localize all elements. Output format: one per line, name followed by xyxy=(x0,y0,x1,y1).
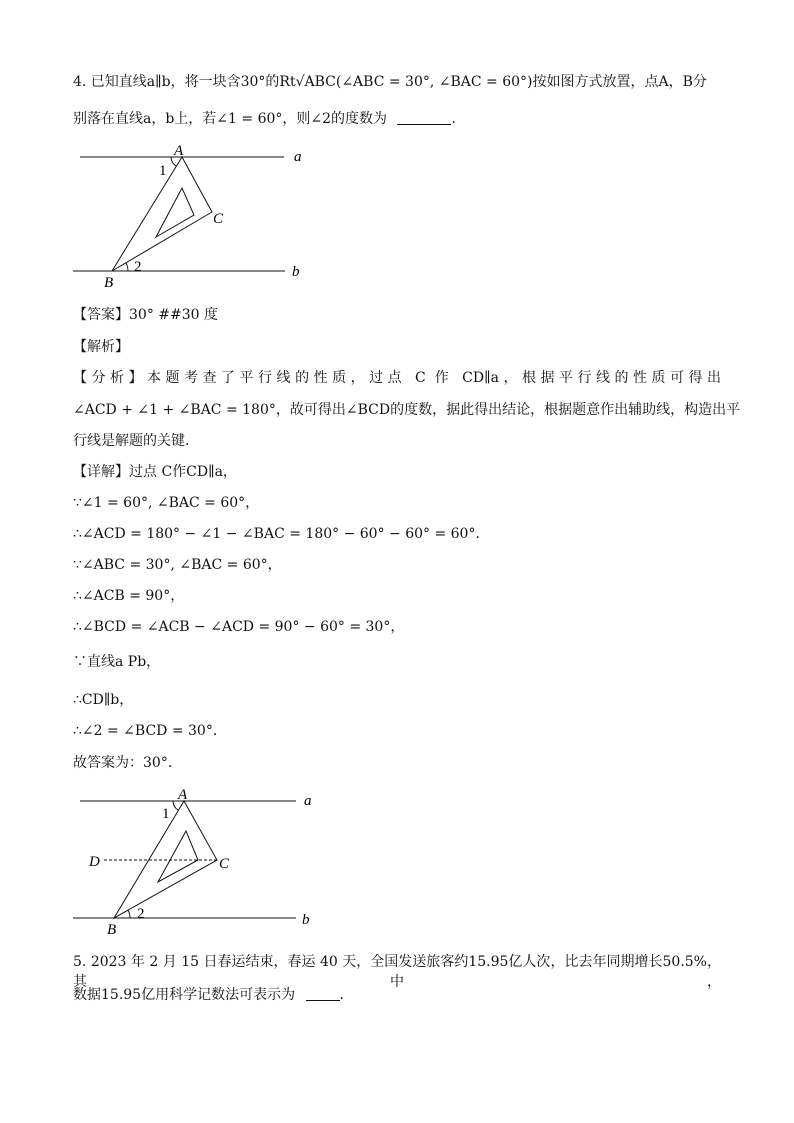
label-C: C xyxy=(213,211,224,227)
detail-line8: ∴CD∥b， xyxy=(73,692,134,708)
triangle-abc xyxy=(112,157,212,271)
detail-line2: ∵∠1 = 60°, ∠BAC = 60°， xyxy=(73,495,260,511)
label-b: b xyxy=(292,264,300,280)
label-A: A xyxy=(174,143,184,159)
detail-line7: ∵直线a Pb， xyxy=(73,654,161,670)
detail-line3: ∴∠ACD = 180° − ∠1 − ∠BAC = 180° − 60° − 60° = 60°． xyxy=(73,526,490,542)
fenxi-line1: 【分析】本题考查了平行线的性质，过点 C 作 CD∥a，根据平行线的性质可得出 xyxy=(73,370,721,386)
answer-tag: 【答案】 xyxy=(73,307,129,323)
detail-line9: ∴∠2 = ∠BCD = 30°． xyxy=(73,723,227,739)
label-b-2: b xyxy=(302,912,310,928)
analysis-tag: 【解析】 xyxy=(73,339,129,355)
label-B: B xyxy=(104,275,114,291)
q4-stem-end: ． xyxy=(451,111,466,127)
label-A-2: A xyxy=(178,787,188,803)
answer-line xyxy=(73,305,218,325)
answer-blank xyxy=(397,110,451,125)
q5-stem-line1: 5. 2023 年 2 月 15 日春运结束，春运 40 天，全国发送旅客约15.95亿人次，比去年同期增长50.5%，其中， xyxy=(73,954,721,990)
q4-stem-line1: 4. 已知直线a∥b，将一块含30°的Rt√ABC(∠ABC = 30°, ∠BAC = 60°)按如图方式放置，点A，B分 xyxy=(73,74,707,90)
label-B-2: B xyxy=(107,922,117,938)
q5-stem-line2 xyxy=(73,985,354,1005)
answer-value: 30° ##30 度 xyxy=(129,307,218,323)
label-a: a xyxy=(294,149,302,165)
detail-line10: 故答案为：30°． xyxy=(73,755,182,771)
fenxi-line3: 行线是解题的关键． xyxy=(73,433,199,449)
detail-line1: 【详解】过点 C作CD∥a， xyxy=(73,464,237,480)
label-C-2: C xyxy=(219,856,230,872)
label-a-2: a xyxy=(304,793,312,809)
detail-line4: ∵∠ABC = 30°, ∠BAC = 60°， xyxy=(73,557,282,573)
label-D: D xyxy=(89,854,100,870)
triangle-inner xyxy=(156,188,194,237)
detail-line6: ∴∠BCD = ∠ACB − ∠ACD = 90° − 60° = 30°， xyxy=(73,619,405,635)
q5-stem-end: ． xyxy=(339,987,354,1003)
angle-1-arc-2 xyxy=(173,801,178,810)
angle-2-arc-2 xyxy=(128,910,130,918)
label-1: 1 xyxy=(159,163,167,179)
angle-2-arc xyxy=(126,263,128,271)
fenxi-line2: ∠ACD + ∠1 + ∠BAC = 180°，故可得出∠BCD的度数，据此得出结论，根据题意作出辅助线，构造出平 xyxy=(73,402,741,418)
label-1-2: 1 xyxy=(162,806,170,822)
angle-1-arc xyxy=(171,157,176,166)
answer-blank-q5 xyxy=(306,986,340,1001)
detail-line5: ∴∠ACB = 90°， xyxy=(73,588,185,604)
triangle-abc-2 xyxy=(114,801,217,918)
q5-stem-text: 数据15.95亿用科学记数法可表示为 xyxy=(73,987,296,1003)
q4-stem-line2 xyxy=(73,109,465,129)
q4-stem-text: 别落在直线a，b上，若∠1 = 60°，则∠2的度数为 xyxy=(73,111,388,127)
triangle-inner-2 xyxy=(158,831,198,882)
label-2-2: 2 xyxy=(137,906,145,922)
label-2: 2 xyxy=(134,259,142,275)
